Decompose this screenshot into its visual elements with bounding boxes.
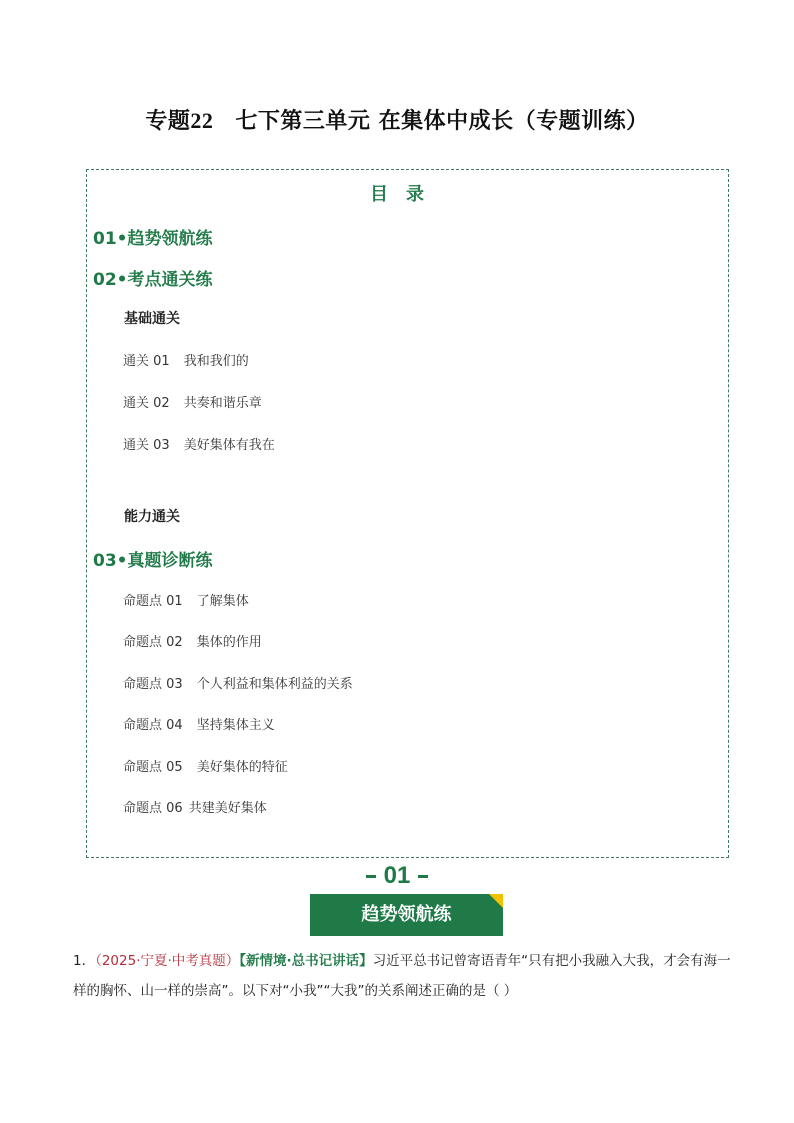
item-text: 了解集体 <box>196 594 249 609</box>
section-banner <box>310 894 503 936</box>
item-text: 美好集体有我在 <box>183 438 275 453</box>
toc-item-exam-03[interactable] <box>123 673 353 692</box>
toc-section-exam[interactable]: 03•真题诊断练 <box>93 551 213 571</box>
section-banner-label: 趋势领航练 <box>361 904 452 925</box>
item-label: 命题点 03 <box>123 677 183 692</box>
toc-item-exam-06[interactable] <box>123 797 267 816</box>
toc-item-exam-01[interactable] <box>123 590 249 609</box>
item-label: 通关 03 <box>123 438 170 453</box>
item-text: 我和我们的 <box>183 354 249 369</box>
item-label: 命题点 05 <box>123 760 183 775</box>
toc-item-exam-02[interactable] <box>123 631 262 650</box>
toc-item-exam-05[interactable] <box>123 756 288 775</box>
item-text: 坚持集体主义 <box>196 718 275 733</box>
item-text: 个人利益和集体利益的关系 <box>196 677 353 692</box>
toc-heading: 目录 <box>370 184 442 205</box>
dash-left <box>366 875 376 878</box>
banner-corner-decoration <box>489 894 503 908</box>
item-text: 共建美好集体 <box>188 801 267 816</box>
question-1 <box>73 946 733 1006</box>
toc-item-basic-01[interactable] <box>123 350 249 369</box>
toc-item-basic-03[interactable] <box>123 434 275 453</box>
item-label: 命题点 02 <box>123 635 183 650</box>
toc-section-trend[interactable]: 01•趋势领航练 <box>93 229 213 249</box>
section-number <box>0 862 794 890</box>
title-prefix: 专题 <box>145 109 191 134</box>
item-label: 命题点 06 <box>123 801 183 816</box>
item-label: 命题点 04 <box>123 718 183 733</box>
toc-subsection-ability[interactable]: 能力通关 <box>124 509 180 525</box>
question-tag: 【新情境·总书记讲话】 <box>239 953 373 969</box>
page-title <box>0 104 794 135</box>
toc-item-basic-02[interactable] <box>123 392 262 411</box>
toc-section-points[interactable]: 02•考点通关练 <box>93 270 213 290</box>
question-text: 习近平总书记曾寄语青年“只有把小我融入大我，才会有海一样的胸怀、山一样的崇高”。以下对“小我”“大我”的关系阐述正确的是（ ） <box>73 953 731 999</box>
question-source: （2025·宁夏·中考真题） <box>95 953 240 969</box>
item-label: 通关 01 <box>123 354 170 369</box>
question-index: 1． <box>73 953 96 969</box>
dash-right <box>418 875 428 878</box>
title-text: 七下第三单元 在集体中成长（专题训练） <box>235 109 649 134</box>
toc-subsection-basic[interactable]: 基础通关 <box>124 311 180 327</box>
item-text: 美好集体的特征 <box>196 760 288 775</box>
item-label: 命题点 01 <box>123 594 183 609</box>
item-label: 通关 02 <box>123 396 170 411</box>
section-number-text: 01 <box>383 862 411 889</box>
toc-item-exam-04[interactable] <box>123 714 275 733</box>
item-text: 集体的作用 <box>196 635 262 650</box>
item-text: 共奏和谐乐章 <box>183 396 262 411</box>
title-number: 22 <box>190 108 214 133</box>
